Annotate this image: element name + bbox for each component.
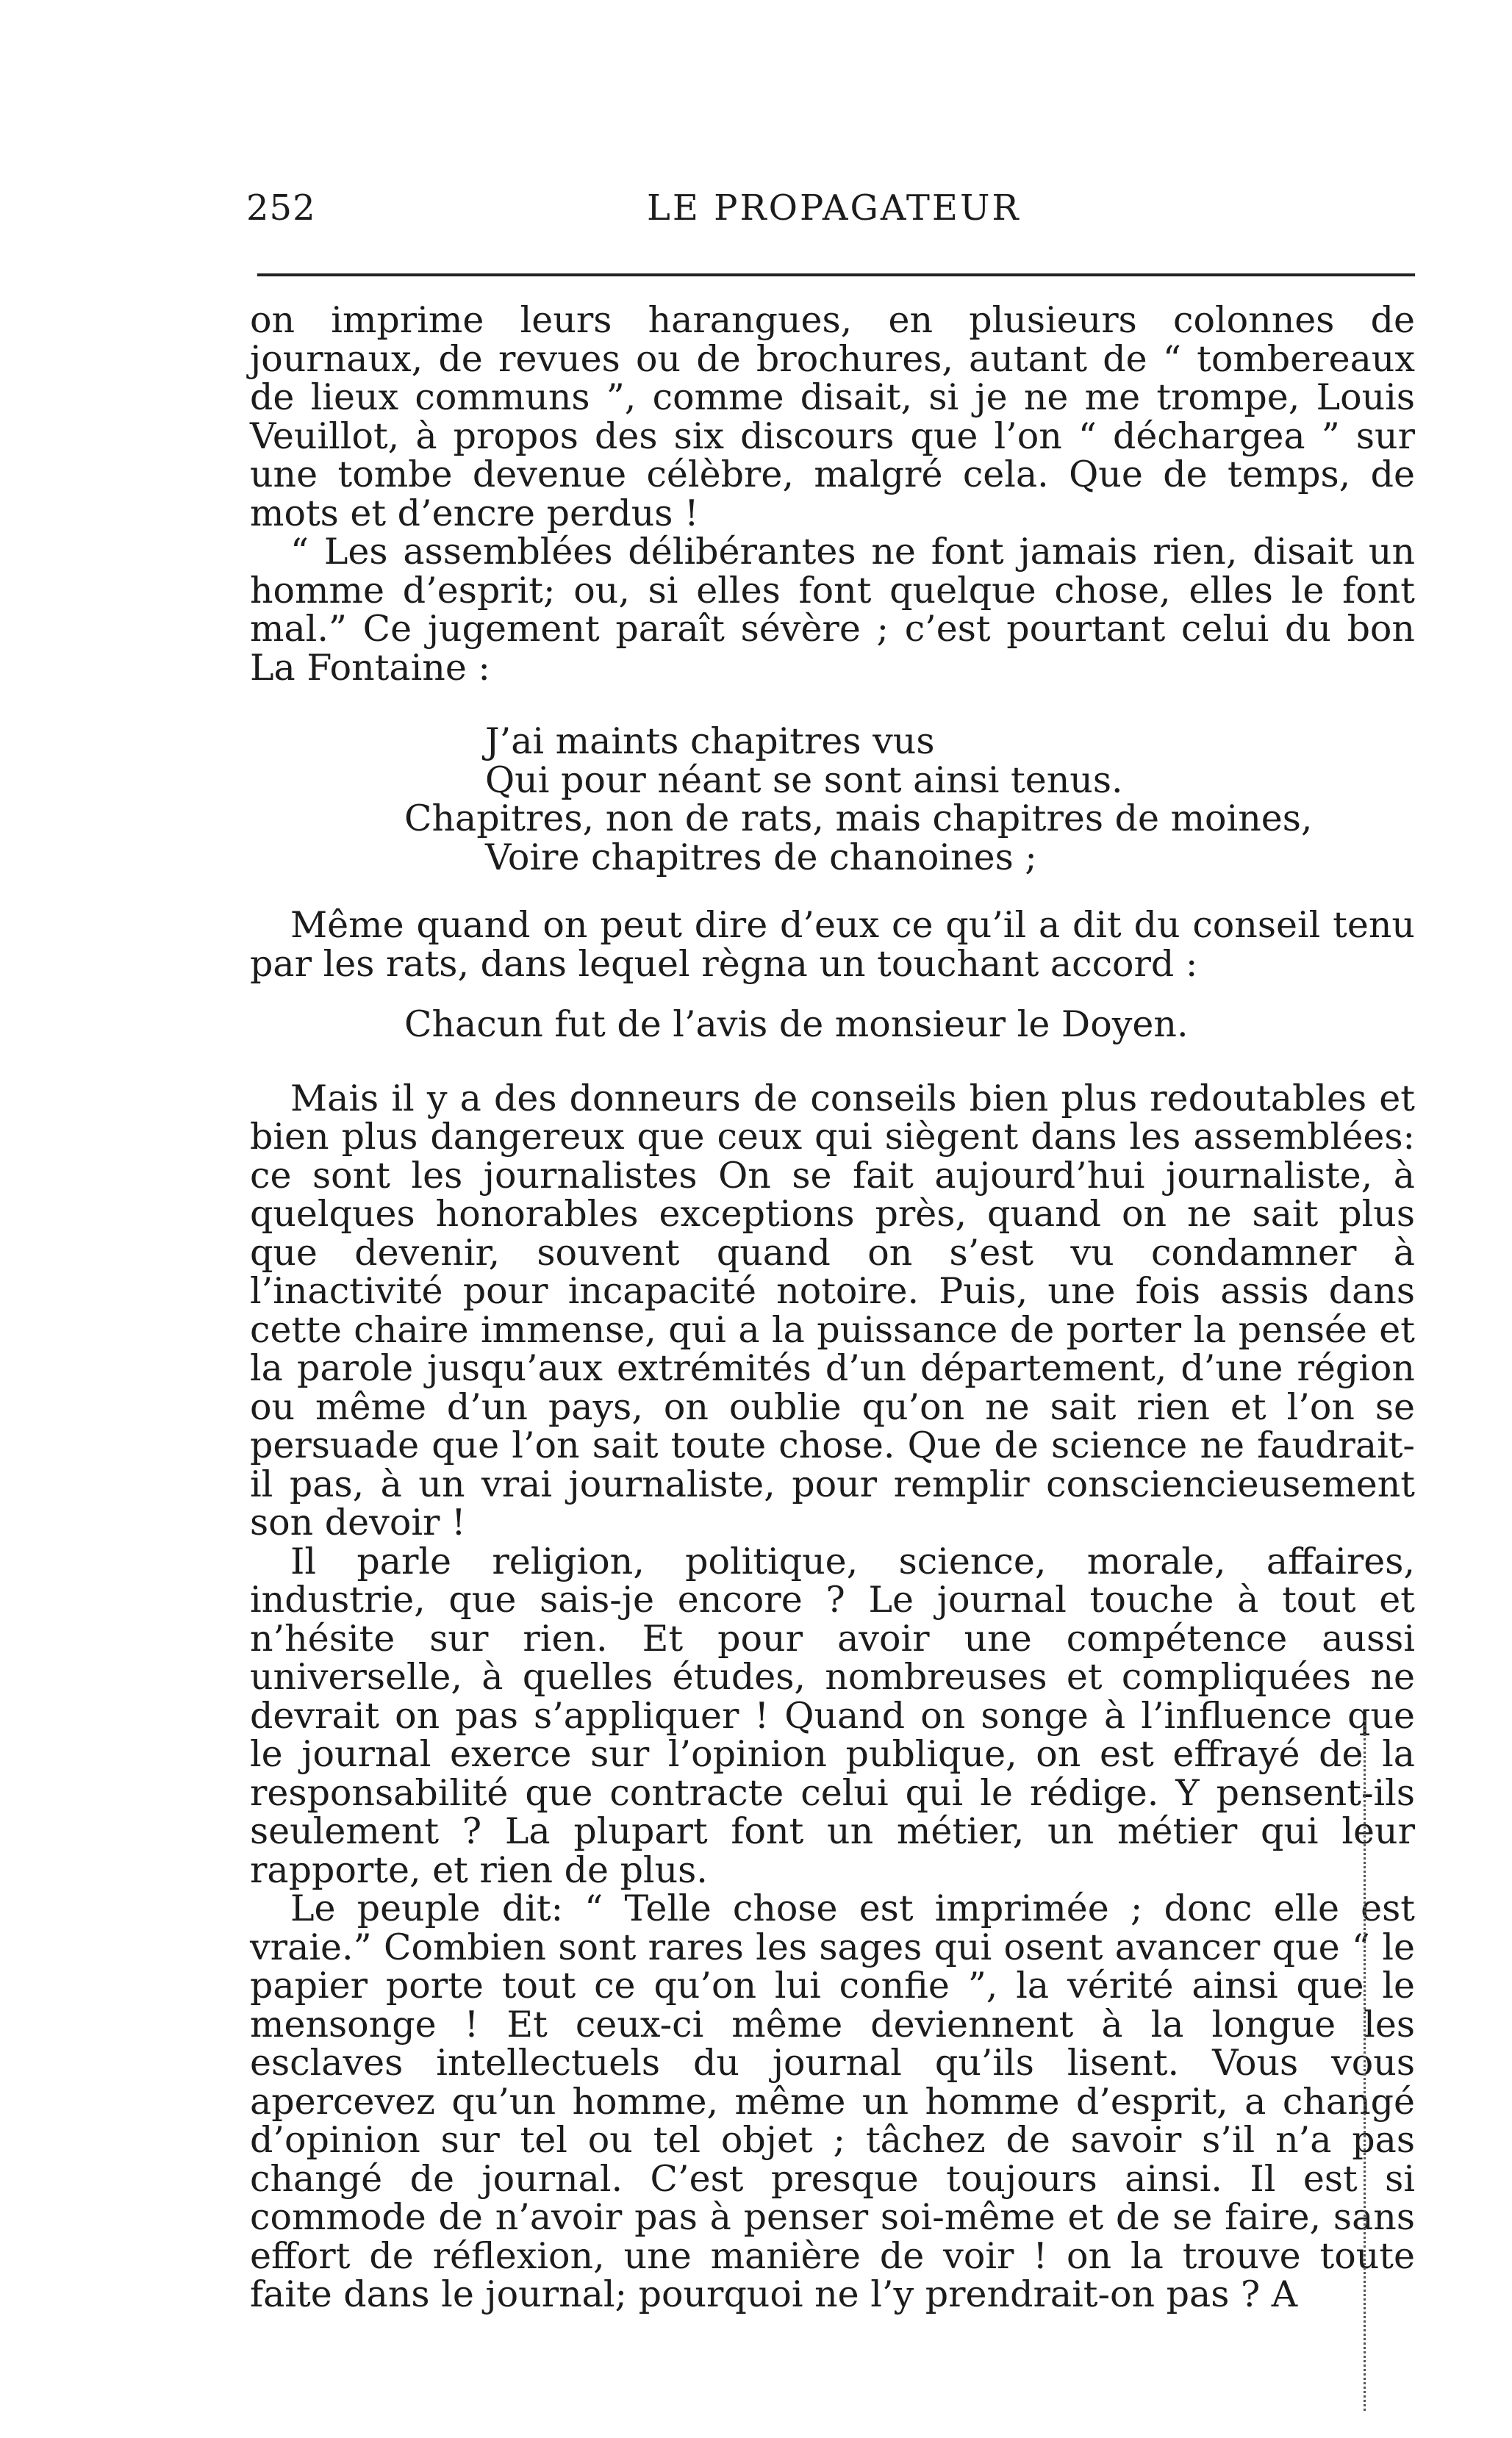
spacer [250,687,1415,723]
verse-line: Chapitres, non de rats, mais chapitres de moines, [404,797,1313,839]
paragraph-peuple: Le peuple dit: “ Telle chose est imprimée ; donc elle est vraie.” Combien sont rares les sages qui osent avancer que “ le papier porte tout ce qu’on lui confie ”, la vérité ainsi que le mensonge ! Et ceux-ci même deviennent à la longue les esclaves intellectuels du journal qu’ils lisent. Vous vous apercevez qu’un homme, même un homme d’esprit, a changé d’opinion sur tel ou tel objet ; tâchez de savoir s’il n’a pas changé de journal. C’est presque toujours ainsi. Il est si commode de n’avoir pas à penser soi-même et de se faire, sans effort de réflexion, une manière de voir ! on la trouve toute faite dans le journal; pourquoi ne l’y prendrait-on pas ? A [250,1887,1415,2315]
page-header [246,187,1415,239]
header-rule [257,273,1415,276]
verse-line: J’ai maints chapitres vus [485,720,935,762]
running-title: LE PROPAGATEUR [647,187,1021,229]
margin-binding-mark [1364,1720,1375,2411]
spacer [250,877,1415,906]
verse-doyen: Chacun fut de l’avis de monsieur le Doyen. [404,1003,1189,1045]
verse-line: Qui pour néant se sont ainsi tenus. [485,759,1123,801]
paragraph-continuation: on imprime leurs harangues, en plusieurs colonnes de journaux, de revues ou de brochures, autant de “ tombereaux de lieux communs ”, comme disait, si je ne me trompe, Louis Veuillot, à propos des six discours que l’on “ déchargea ” sur une tombe devenue célèbre, malgré cela. Que de temps, de mots et d’encre perdus ! [250,299,1415,534]
paragraph-meme-quand: Même quand on peut dire d’eux ce qu’il a dit du conseil tenu par les rats, dans lequel règna un touchant accord : [250,904,1415,985]
verse-quote [250,720,1415,878]
verse-line: Voire chapitres de chanoines ; [485,836,1037,878]
paragraph-journalistes: Mais il y a des donneurs de conseils bien plus redoutables et bien plus dangereux que ceux qui siègent dans les assemblées: ce sont les journalistes On se fait aujourd’hui journaliste, à quelques honorables exceptions près, quand on ne sait plus que devenir, souvent quand on s’est vu condamner à l’inactivité pour incapacité notoire. Puis, une fois assis dans cette chaire immense, qui a la puissance de porter la pensée et la parole jusqu’aux extrémités d’un département, d’une région ou même d’un pays, on oublie qu’on ne sait rien et l’on se persuade que l’on sait toute chose. Que de science ne faudrait-il pas, à un vrai journaliste, pour remplir consciencieusement son devoir ! [250,1077,1415,1544]
spacer [250,983,1415,1005]
page-body [250,301,1415,2315]
spacer [250,1044,1415,1080]
page-number: 252 [246,187,316,229]
paragraph-assemblees: “ Les assemblées délibérantes ne font jamais rien, disait un homme d’esprit; ou, si elles font quelque chose, elles le font mal.” Ce jugement paraît sévère ; c’est pourtant celui du bon La Fontaine : [250,531,1415,689]
paragraph-religion: Il parle religion, politique, science, morale, affaires, industrie, que sais-je encore ? Le journal touche à tout et n’hésite sur rien. Et pour avoir une compétence aussi universelle, à quelles études, nombreuses et compliquées ne devrait on pas s’appliquer ! Quand on songe à l’influence que le journal exerce sur l’opinion publique, on est effrayé de la responsabilité que contracte celui qui le rédige. Y pensent-ils seulement ? La plupart font un métier, un métier qui leur rapporte, et rien de plus. [250,1540,1415,1891]
